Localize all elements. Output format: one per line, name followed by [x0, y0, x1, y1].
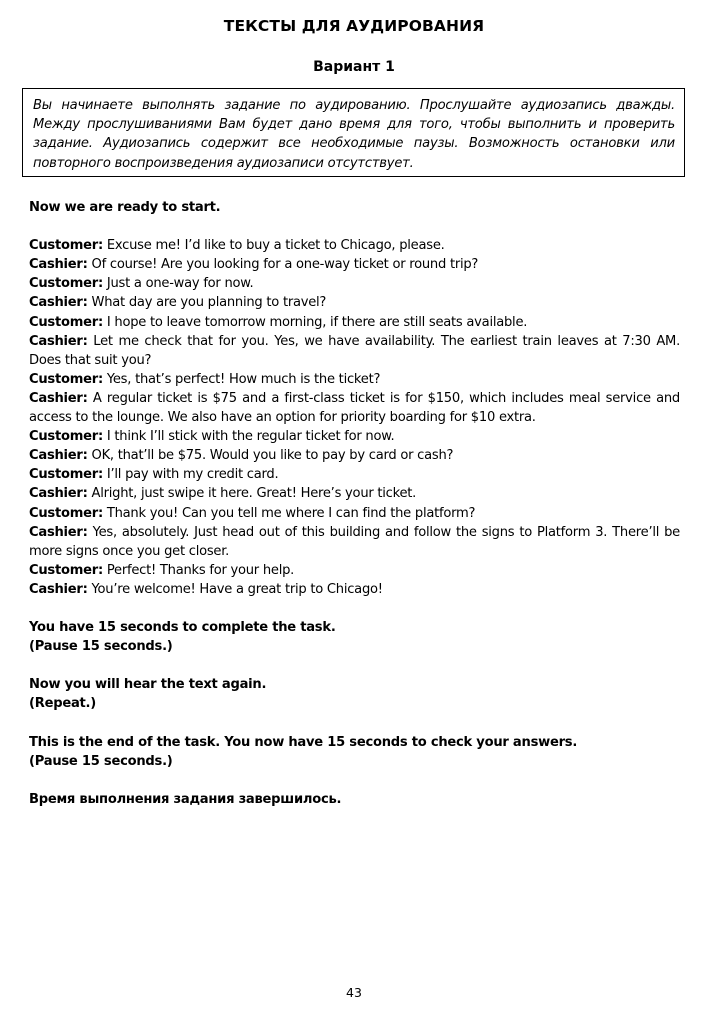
- speaker-label: Cashier:: [29, 257, 88, 273]
- speaker-label: Cashier:: [29, 333, 88, 349]
- spacer: [29, 217, 680, 236]
- utterance: What day are you planning to travel?: [87, 295, 327, 311]
- speaker-label: Customer:: [29, 505, 103, 521]
- speaker-label: Cashier:: [29, 581, 88, 597]
- speaker-label: Customer:: [29, 276, 103, 292]
- speaker-label: Cashier:: [29, 524, 88, 540]
- utterance: OK, that’ll be $75. Would you like to pay by card or cash?: [87, 448, 454, 464]
- dialogue-line: [29, 484, 680, 503]
- speaker-label: Customer:: [29, 429, 103, 445]
- utterance: I hope to leave tomorrow morning, if there are still seats available.: [102, 314, 528, 330]
- utterance: I think I’ll stick with the regular ticket for now.: [102, 429, 395, 445]
- dialogue-line: [29, 274, 680, 293]
- dialogue-line: [29, 370, 680, 389]
- speaker-label: Customer:: [29, 467, 103, 483]
- speaker-label: Customer:: [29, 238, 103, 254]
- pause-line: (Pause 15 seconds.): [29, 639, 173, 655]
- dialogue-line: [29, 523, 680, 561]
- dialogue-line: [29, 427, 680, 446]
- spacer: [29, 714, 680, 733]
- utterance: Excuse me! I’d like to buy a ticket to Chicago, please.: [102, 238, 445, 254]
- complete-task-line: You have 15 seconds to complete the task.: [29, 620, 336, 636]
- instructions-box: Вы начинаете выполнять задание по аудированию. Прослушайте аудиозапись дважды. Между прослушиваниями Вам будет дано время для того, чтобы выполнить и проверить задание. Аудиозапись содержит все необходимые паузы. Возможность остановки или повторного воспроизведения аудиозаписи отсутствует.: [22, 88, 685, 177]
- dialogue-line: [29, 255, 680, 274]
- spacer: [29, 771, 680, 790]
- transcript: [29, 198, 680, 809]
- speaker-label: Cashier:: [29, 295, 88, 311]
- utterance: Perfect! Thanks for your help.: [102, 562, 295, 578]
- dialogue-line: [29, 313, 680, 332]
- dialogue-line: [29, 561, 680, 580]
- repeat-line: (Repeat.): [29, 696, 97, 712]
- speaker-label: Cashier:: [29, 390, 88, 406]
- end-task-line: This is the end of the task. You now have 15 seconds to check your answers.: [29, 734, 578, 750]
- dialogue-line: [29, 446, 680, 465]
- utterance: A regular ticket is $75 and a first-class ticket is for $150, which includes meal service and access to the lounge. We also have an option for priority boarding for $10 extra.: [29, 390, 680, 426]
- intro-line: Now we are ready to start.: [29, 200, 221, 215]
- utterance: Yes, absolutely. Just head out of this building and follow the signs to Platform 3. There’ll be more signs once you get closer.: [29, 524, 680, 559]
- utterance: Alright, just swipe it here. Great! Here’s your ticket.: [87, 486, 417, 502]
- dialogue: [29, 236, 680, 599]
- page-title: ТЕКСТЫ ДЛЯ АУДИРОВАНИЯ: [223, 17, 485, 35]
- variant-heading: Вариант 1: [313, 59, 395, 75]
- speaker-label: Cashier:: [29, 486, 88, 502]
- time-over-line: Время выполнения задания завершилось.: [29, 791, 342, 807]
- utterance: I’ll pay with my credit card.: [102, 467, 279, 483]
- speaker-label: Customer:: [29, 314, 103, 330]
- dialogue-line: [29, 580, 680, 599]
- page-number: 43: [346, 985, 362, 1000]
- speaker-label: Cashier:: [29, 448, 88, 464]
- dialogue-line: [29, 465, 680, 484]
- dialogue-line: [29, 504, 680, 523]
- dialogue-line: [29, 293, 680, 312]
- utterance: Of course! Are you looking for a one-way ticket or round trip?: [87, 257, 479, 273]
- utterance: Let me check that for you. Yes, we have availability. The earliest train leaves at 7:30 AM. Does that suit you?: [29, 333, 680, 368]
- dialogue-line: [29, 236, 680, 255]
- dialogue-line: [29, 332, 680, 370]
- spacer: [29, 599, 680, 618]
- utterance: You’re welcome! Have a great trip to Chicago!: [87, 581, 383, 597]
- utterance: Thank you! Can you tell me where I can find the platform?: [102, 505, 476, 521]
- pause-line: (Pause 15 seconds.): [29, 753, 173, 769]
- spacer: [29, 656, 680, 675]
- utterance: Yes, that’s perfect! How much is the ticket?: [102, 371, 381, 387]
- speaker-label: Customer:: [29, 562, 103, 578]
- hear-again-line: Now you will hear the text again.: [29, 677, 267, 693]
- dialogue-line: [29, 389, 680, 427]
- speaker-label: Customer:: [29, 371, 103, 387]
- utterance: Just a one-way for now.: [102, 276, 254, 292]
